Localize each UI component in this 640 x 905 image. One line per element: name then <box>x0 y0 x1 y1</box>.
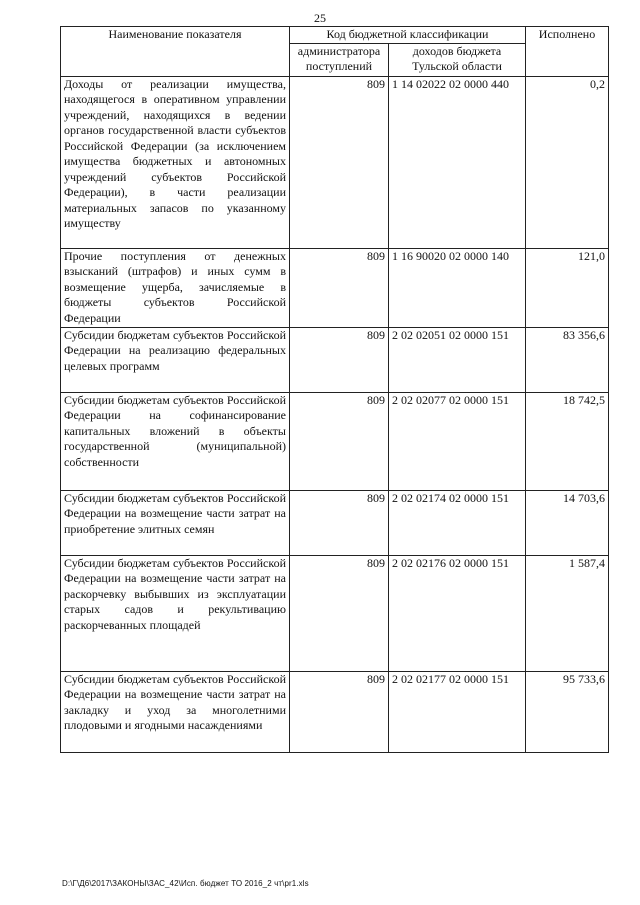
file-path-footer: D:\Г\Д6\2017\ЗАКОНЫ\ЗАС_42\Исп. бюджет ТО 2016_2 чт\pr1.xls <box>62 879 309 888</box>
row-code: 2 02 02051 02 0000 151 <box>389 327 526 392</box>
row-admin: 809 <box>290 327 389 392</box>
row-amount: 121,0 <box>526 248 609 327</box>
row-admin: 809 <box>290 248 389 327</box>
row-code: 2 02 02077 02 0000 151 <box>389 392 526 490</box>
table-row <box>61 76 609 248</box>
row-admin: 809 <box>290 392 389 490</box>
table-row <box>61 248 609 327</box>
row-name: Субсидии бюджетам субъектов Российской Федерации на реализацию федеральных целевых программ <box>61 327 290 392</box>
header-code-group: Код бюджетной классификации <box>290 27 526 44</box>
table-row <box>61 327 609 392</box>
table-row <box>61 555 609 671</box>
header-name: Наименование показателя <box>61 27 290 77</box>
row-code: 2 02 02177 02 0000 151 <box>389 671 526 752</box>
table-row <box>61 671 609 752</box>
row-code: 2 02 02174 02 0000 151 <box>389 490 526 555</box>
row-admin: 809 <box>290 490 389 555</box>
row-name: Субсидии бюджетам субъектов Российской Федерации на возмещение части затрат на закладку и уход за многолетними плодовыми и ягодными насаждениями <box>61 671 290 752</box>
row-admin: 809 <box>290 76 389 248</box>
row-name: Прочие поступления от денежных взысканий (штрафов) и иных сумм в возмещение ущерба, зачисляемые в бюджеты субъектов Российской Федерации <box>61 248 290 327</box>
row-name: Субсидии бюджетам субъектов Российской Федерации на возмещение части затрат на приобретение элитных семян <box>61 490 290 555</box>
row-amount: 1 587,4 <box>526 555 609 671</box>
table-row <box>61 490 609 555</box>
row-name: Субсидии бюджетам субъектов Российской Федерации на возмещение части затрат на раскорчевку выбывших из эксплуатации старых садов и рекультивацию раскорчеванных площадей <box>61 555 290 671</box>
budget-table <box>60 26 609 753</box>
row-amount: 95 733,6 <box>526 671 609 752</box>
row-amount: 83 356,6 <box>526 327 609 392</box>
row-code: 1 14 02022 02 0000 440 <box>389 76 526 248</box>
header-admin: администратора поступлений <box>290 43 389 76</box>
table-row <box>61 392 609 490</box>
row-amount: 18 742,5 <box>526 392 609 490</box>
row-name: Доходы от реализации имущества, находящегося в оперативном управлении учреждений, находящихся в ведении органов государственной власти субъектов Российской Федерации (за исключением имущества бюджетных и автономных учреждений субъектов Российской Федерации), в части реализации материальных запасов по указанному имуществу <box>61 76 290 248</box>
page-number: 25 <box>314 11 326 25</box>
header-executed: Исполнено <box>526 27 609 77</box>
row-code: 2 02 02176 02 0000 151 <box>389 555 526 671</box>
row-amount: 14 703,6 <box>526 490 609 555</box>
row-code: 1 16 90020 02 0000 140 <box>389 248 526 327</box>
header-income: доходов бюджета Тульской области <box>389 43 526 76</box>
row-admin: 809 <box>290 671 389 752</box>
row-admin: 809 <box>290 555 389 671</box>
row-amount: 0,2 <box>526 76 609 248</box>
row-name: Субсидии бюджетам субъектов Российской Федерации на софинансирование капитальных вложений в объекты государственной (муниципальной) собственности <box>61 392 290 490</box>
